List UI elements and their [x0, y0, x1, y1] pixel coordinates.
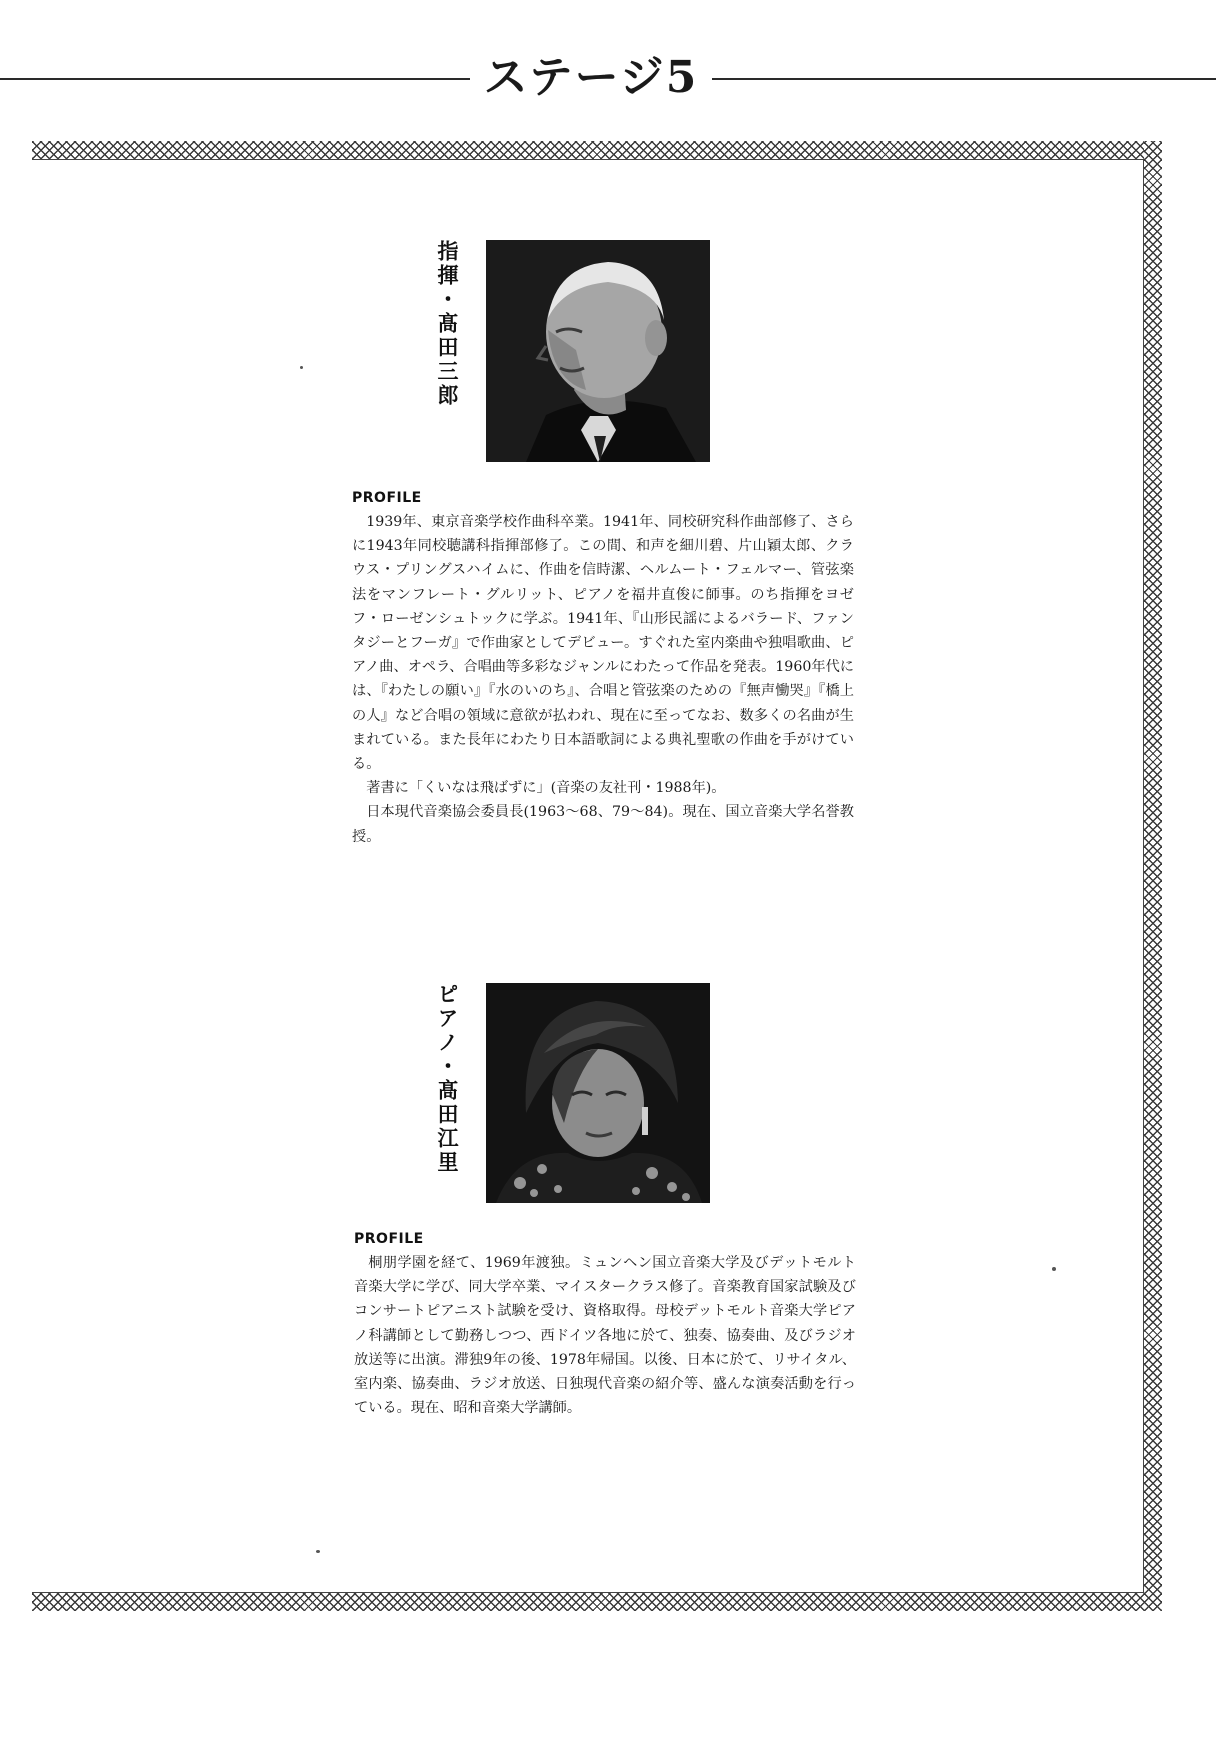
crosshatch-border-top: [32, 141, 1162, 159]
scan-speck: [316, 1550, 320, 1553]
conductor-portrait-photo: [486, 240, 710, 462]
frame-line-right: [1143, 159, 1144, 1593]
pianist-profile-heading: PROFILE: [354, 1231, 424, 1247]
crosshatch-border-bottom: [32, 1593, 1162, 1611]
scan-speck: [1052, 1267, 1056, 1271]
conductor-profile-heading: PROFILE: [352, 490, 422, 506]
conductor-name-label: 指揮・髙田三郎: [435, 240, 459, 408]
pianist-profile-paragraph: 桐朋学園を経て、1969年渡独。ミュンヘン国立音楽大学及びデットモルト音楽大学に学び、同大学卒業、マイスタークラス修了。音楽教育国家試験及びコンサートピアニスト試験を受け、資格取得。母校デットモルト音楽大学ピアノ科講師として勤務しつつ、西ドイツ各地に於て、独奏、協奏曲、及びラジオ放送等に出演。滞独9年の後、1978年帰国。以後、日本に於て、リサイタル、室内楽、協奏曲、ラジオ放送、日独現代音楽の紹介等、盛んな演奏活動を行っている。現在、昭和音楽大学講師。: [354, 1255, 856, 1417]
frame-line-top: [32, 159, 1144, 160]
page-title: ステージ5: [483, 52, 699, 103]
frame-line-bottom: [32, 1592, 1144, 1593]
pianist-portrait-photo: [486, 983, 710, 1203]
scan-speck: [300, 366, 303, 369]
conductor-profile-paragraph: 日本現代音楽協会委員長(1963〜68、79〜84)。現在、国立音楽大学名誉教授。: [352, 804, 854, 845]
conductor-profile-paragraph: 1939年、東京音楽学校作曲科卒業。1941年、同校研究科作曲部修了、さらに1943年同校聴講科指揮部修了。この間、和声を細川碧、片山穎太郎、クラウス・プリングスハイムに、作曲を信時潔、ヘルムート・フェルマー、管弦楽法をマンフレート・グルリット、ピアノを福井直俊に師事。のち指揮をヨゼフ・ローゼンシュトックに学ぶ。1941年、『山形民謡によるバラード、ファンタジーとフーガ』で作曲家としてデビュー。すぐれた室内楽曲や独唱歌曲、ピアノ曲、オペラ、合唱曲等多彩なジャンルにわたって作品を発表。1960年代には、『わたしの願い』『水のいのち』、合唱と管弦楽のための『無声慟哭』『橋上の人』など合唱の領域に意欲が払われ、現在に至ってなお、数多くの名曲が生まれている。また長年にわたり日本語歌詞による典礼聖歌の作曲を手がけている。: [352, 514, 854, 773]
title-rule-right: [712, 78, 1216, 80]
conductor-profile-text: [352, 510, 854, 849]
pianist-profile-text: [354, 1251, 856, 1420]
crosshatch-border-right: [1144, 141, 1162, 1611]
conductor-profile-paragraph: 著書に「くいなは飛ばずに」(音楽の友社刊・1988年)。: [366, 780, 726, 797]
pianist-name-label: ピアノ・髙田江里: [435, 983, 459, 1175]
title-rule-left: [0, 78, 470, 80]
